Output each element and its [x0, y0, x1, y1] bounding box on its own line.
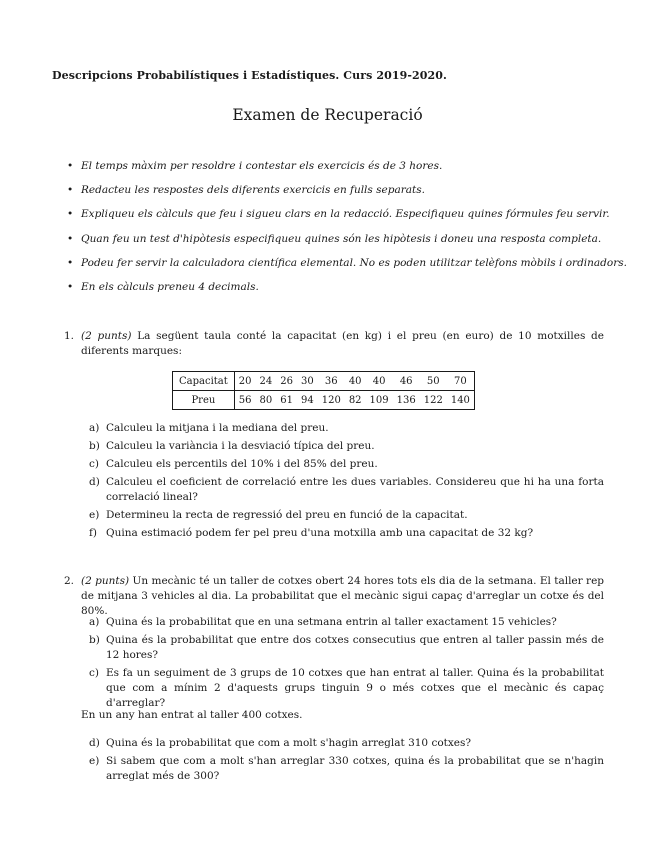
table-cell: 120: [318, 391, 345, 410]
table-cell: 24: [256, 372, 277, 391]
data-table: [172, 371, 475, 410]
bullet-icon: •: [67, 160, 74, 172]
list-item: a) Quina és la probabilitat que en una setmana entrin al taller exactament 15 vehicles?: [89, 616, 557, 628]
table-cell: 82: [345, 391, 366, 410]
question-points: (2 punts): [81, 575, 130, 587]
table-cell: 30: [297, 372, 318, 391]
question-points: (2 punts): [81, 330, 132, 342]
instruction-item: • Redacteu les respostes dels diferents exercicis en fulls separats.: [67, 184, 425, 197]
question-2-subitems-b: [89, 736, 604, 787]
table-row-capacity: [173, 372, 475, 391]
list-item: a) Calculeu la mitjana i la mediana del preu.: [89, 422, 329, 434]
course-header: Descripcions Probabilístiques i Estadístiques. Curs 2019-2020.: [52, 69, 447, 82]
bullet-icon: •: [67, 256, 74, 269]
list-item: d) Calculeu el coeficient de correlació entre les dues variables. Considereu que hi ha una forta correlació lineal?: [89, 476, 604, 503]
bullet-icon: •: [67, 208, 74, 221]
bullet-icon: •: [67, 232, 74, 245]
question-text: (2 punts) Un mecànic té un taller de cotxes obert 24 hores tots els dia de la setmana. El taller rep de mitjana 3 vehicles al dia. La probabilitat que el mecànic sigui capaç d'arreglar un cotxe és del 80%.: [81, 575, 604, 617]
instruction-item: • Expliqueu els càlculs que feu i sigueu clars en la redacció. Especifiqueu quines fórmules feu servir.: [67, 208, 610, 221]
question-2-subitems-a: [89, 615, 604, 714]
question-1-subitems: [89, 421, 604, 544]
table-cell: 70: [447, 372, 475, 391]
table-cell: 40: [366, 372, 393, 391]
bullet-icon: •: [67, 184, 74, 197]
instruction-item: • Podeu fer servir la calculadora científica elemental. No es poden utilitzar telèfons mòbils i ordinadors.: [67, 256, 627, 269]
list-item: b) Quina és la probabilitat que entre dos cotxes consecutius que entren al taller passin més de 12 hores?: [89, 634, 604, 661]
table-cell: 61: [276, 391, 297, 410]
table-cell: 46: [393, 372, 420, 391]
instruction-item: • En els càlculs preneu 4 decimals.: [67, 280, 259, 293]
instruction-item: • Quan feu un test d'hipòtesis especifiqueu quines són les hipòtesis i doneu una resposta completa.: [67, 232, 602, 245]
list-item: c) Calculeu els percentils del 10% i del 85% del preu.: [89, 458, 378, 470]
question-1: [64, 329, 604, 359]
table-cell: 40: [345, 372, 366, 391]
list-item: e) Determineu la recta de regressió del preu en funció de la capacitat.: [89, 509, 468, 521]
question-number: 2.: [64, 575, 75, 587]
question-text: (2 punts) La següent taula conté la capacitat (en kg) i el preu (en euro) de 10 motxilles de diferents marques:: [81, 330, 604, 357]
table-cell: 50: [420, 372, 447, 391]
table-cell: 140: [447, 391, 475, 410]
list-item: c) Es fa un seguiment de 3 grups de 10 cotxes que han entrat al taller. Quina és la probabilitat que com a mínim 2 d'aquests grups tinguin 9 o més cotxes que el mecànic és capaç d'arreglar?: [89, 667, 604, 709]
table-cell: 109: [366, 391, 393, 410]
instructions-list: [67, 160, 627, 305]
table-cell: 20: [234, 372, 255, 391]
row-header: Capacitat: [173, 372, 235, 391]
table-row-price: [173, 391, 475, 410]
list-item: f) Quina estimació podem fer pel preu d'una motxilla amb una capacitat de 32 kg?: [89, 527, 534, 539]
list-item: b) Calculeu la variància i la desviació típica del preu.: [89, 440, 375, 452]
list-item: d) Quina és la probabilitat que com a molt s'hagin arreglat 310 cotxes?: [89, 737, 472, 749]
instruction-item: • El temps màxim per resoldre i contestar els exercicis és de 3 hores.: [67, 160, 443, 172]
question-number: 1.: [64, 330, 75, 342]
bullet-icon: •: [67, 280, 74, 293]
table-cell: 94: [297, 391, 318, 410]
table-cell: 122: [420, 391, 447, 410]
table-cell: 80: [256, 391, 277, 410]
table-cell: 56: [234, 391, 255, 410]
page-title: Examen de Recuperació: [232, 106, 423, 124]
paragraph: En un any han entrat al taller 400 cotxes.: [81, 709, 303, 721]
table-cell: 136: [393, 391, 420, 410]
question-2: [64, 574, 604, 619]
table-cell: 36: [318, 372, 345, 391]
list-item: e) Si sabem que com a molt s'han arreglar 330 cotxes, quina és la probabilitat que se n'hagin arreglat més de 300?: [89, 755, 604, 782]
table-cell: 26: [276, 372, 297, 391]
row-header: Preu: [173, 391, 235, 410]
